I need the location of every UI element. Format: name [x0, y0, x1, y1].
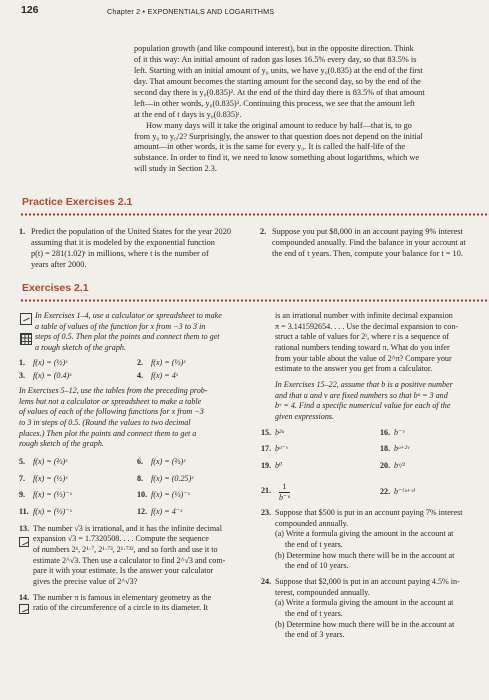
instruction-line: of values of each of the following functions for x from −3 [19, 407, 204, 417]
exercise-number: 16. [380, 427, 391, 437]
exercise-number: 9. [19, 490, 26, 500]
exercise-line: p(t) = 281(1.02)ᵗ in millions, where t is the number of [31, 248, 209, 258]
exercise-row [19, 507, 255, 518]
section-divider [20, 212, 489, 217]
exercise-number: 6. [137, 457, 144, 467]
exercise-formula: b⁰ [275, 461, 283, 471]
page-number: 126 [21, 4, 39, 16]
exercise-number: 15. [261, 427, 272, 437]
exercise-formula: f(x) = (0.4)ˣ [33, 371, 72, 381]
exercise-formula: f(x) = (⅓)ˣ [151, 357, 186, 367]
exercise-23 [261, 508, 489, 572]
exercise-row [19, 490, 255, 501]
exercise-line: terest, compounded annually. [275, 587, 370, 597]
exercise-number: 17. [261, 444, 272, 454]
exercise-number: 14. [19, 592, 30, 602]
exercise-formula: f(x) = (½)ˣ [33, 473, 68, 483]
exercise-number: 4. [137, 371, 144, 381]
exercise-line: the end of 10 years. [285, 561, 349, 571]
exercises-right-column [261, 311, 489, 641]
instruction-line: places.) Then plot the points and connect them to get a [19, 428, 197, 438]
exercise-line: years after 2000. [31, 259, 87, 269]
exercise-line: (a) Write a formula giving the amount in the account at [275, 598, 454, 608]
exercise-row [19, 358, 255, 369]
page-header [21, 4, 489, 18]
exercise-formula: f(x) = (0.25)ˣ [151, 473, 194, 483]
exercise-row [261, 461, 489, 472]
exercise-number: 18. [380, 444, 391, 454]
instruction-line: given expressions. [275, 412, 335, 422]
exercise-row [261, 428, 489, 439]
instruction-line: a rough sketch of the graph. [35, 343, 126, 353]
exercise-formula: f(x) = (⅔)ˣ [151, 457, 186, 467]
intro-line: How many days will it take the original amount to reduce by half—that is, to go [146, 120, 412, 130]
exercise-formula: f(x) = (⅓)⁻ˣ [151, 490, 190, 500]
exercise-formula: b²ᵘ [275, 427, 284, 437]
exercise-line: from your table about the value of 2^π? Compare your [275, 353, 452, 363]
instruction-line: rough sketch of the graph. [19, 439, 104, 449]
exercise-number: 1. [19, 227, 26, 236]
exercise-line: the end of t years. Then, compute your balance for t = 10. [272, 248, 463, 258]
exercise-formula: f(x) = (⅓)⁻ˣ [33, 507, 72, 517]
exercise-line: π = 3.141592654. . . . Use the decimal expansion to con- [275, 321, 459, 331]
exercise-line: of numbers 2¹, 2¹·⁷, 2¹·⁷³, 2¹·⁷³², and so forth and use it to [33, 545, 218, 555]
pencil-graph-icon [19, 604, 29, 614]
exercise-line: Predict the population of the United States for the year 2020 [31, 227, 231, 236]
instruction-line: lems but not a calculator or spreadsheet to make a table [19, 396, 202, 406]
exercise-line: estimate to the answer you get from a calculator. [275, 364, 433, 374]
running-head: Chapter 2 • EXPONENTIALS AND LOGARITHMS [107, 7, 275, 16]
exercise-24 [261, 577, 489, 641]
exercise-formula: f(x) = 4ˣ [151, 371, 179, 381]
exercise-number: 10. [137, 490, 148, 500]
exercise-formula: f(x) = (⅓)⁻ˣ [33, 490, 72, 500]
exercise-formula: f(x) = (½)ˣ [33, 357, 68, 367]
intro-line: left—in other words, y₀(0.835)³. Continuing this process, we see that the amount left [134, 98, 415, 108]
exercise-number: 22. [380, 486, 391, 496]
exercise-formula: bᵛ/² [394, 461, 405, 471]
instruction-line: steps of 0.5. Then plot the points and connect them to get [35, 332, 220, 342]
exercise-number: 11. [19, 507, 29, 517]
exercise-formula: b⁻ᵛ [394, 427, 405, 437]
exercise-row [261, 444, 489, 455]
exercise-line: Suppose you put $8,000 in an account paying 9% interest [272, 227, 463, 236]
exercise-line: struct a table of values for 2ʳ, where r is a sequence of [275, 332, 450, 342]
exercise-line: The number √3 is irrational, and it has the infinite decimal [33, 523, 222, 533]
intro-line: substance. In order to find it, we need to know something about logarithms, which we [134, 153, 420, 163]
intro-line: amount—in other words, it is the same for every y₀. It is called the half-life of the [134, 142, 406, 152]
exercise-line: Suppose that $2,000 is put in an account paying 4.5% in- [275, 577, 460, 587]
intro-line: from y₀ to y₀/2? Surprisingly, the answer to that question does not depend on the initial [134, 131, 423, 141]
exercise-line: the end of 3 years. [285, 630, 345, 640]
exercise-number: 1. [19, 357, 26, 367]
practice-exercise-2 [260, 227, 489, 260]
exercise-row [261, 478, 489, 504]
instruction-line: In Exercises 1–4, use a calculator or spreadsheet to make [35, 311, 222, 320]
exercise-number: 8. [137, 473, 144, 483]
exercise-number: 5. [19, 457, 26, 467]
exercises-section-title: Exercises 2.1 [22, 282, 89, 294]
exercise-number: 21. [261, 485, 272, 495]
exercise-line: the end of t years. [285, 540, 343, 550]
instruction-line: In Exercises 15–22, assume that b is a positive number [275, 380, 453, 390]
exercise-line: gives the precise value of 2^√3? [33, 577, 138, 587]
exercise-line: expansion √3 = 1.7320508. . . . Compute the sequence [33, 534, 209, 544]
exercise-number: 20. [380, 461, 391, 471]
intro-line: day. That amount becomes the starting amount for the second day, so by the end of the [134, 76, 421, 86]
exercise-number: 12. [137, 507, 148, 517]
exercise-line: rational numbers tending toward π. What do you infer [275, 343, 450, 353]
fraction [279, 482, 290, 504]
instruction-line: bᵛ = 4. Find a specific numerical value for each of the [275, 401, 451, 411]
exercise-number: 2. [137, 357, 144, 367]
intro-line: of it this way: An initial amount of radon gas loses 16.5% every day, so that 83.5% is [134, 54, 417, 64]
exercise-row [19, 457, 255, 468]
exercise-formula: bᵘ⁺²ᵛ [394, 444, 410, 454]
exercise-13 [19, 524, 255, 588]
exercise-line: Suppose that $500 is put in an account paying 7% interest [275, 508, 463, 518]
intro-line: second day there is y₀(0.835)². At the end of the third day there is 83.5% of that amount [134, 87, 425, 97]
exercise-line: compounded annually. [275, 518, 349, 528]
exercise-formula: bᵘ⁻ᵛ [275, 444, 288, 454]
practice-section-title: Practice Exercises 2.1 [22, 196, 133, 208]
exercise-14 [19, 593, 255, 614]
exercise-number: 2. [260, 227, 267, 236]
pencil-graph-icon [19, 537, 29, 547]
exercise-line: (b) Determine how much there will be in the account at [275, 550, 455, 560]
exercise-number: 13. [19, 523, 30, 533]
exercise-formula: f(x) = 4⁻ˣ [151, 507, 183, 517]
exercise-number: 24. [261, 577, 272, 587]
section-divider [20, 298, 489, 303]
exercise-line: assuming that it is modeled by the exponential function [31, 237, 215, 247]
instruction-line: and that u and v are fixed numbers so that bᵘ = 3 and [275, 390, 448, 400]
fraction-denominator: b⁻ᵘ [279, 493, 290, 503]
intro-line: at the end of t days is y₀(0.835)ᵗ. [134, 109, 242, 119]
exercise-line: ratio of the circumference of a circle to its diameter. It [33, 603, 209, 613]
exercise-line: estimate 2^√3. Then use a calculator to find 2^√3 and com- [33, 555, 226, 565]
exercise-line: (b) Determine how much there will be in the account at [275, 619, 455, 629]
intro-line: left. Starting with an initial amount of y₀ units, we have y₀(0.835) at the end of the first [134, 65, 423, 75]
instruction-line: a table of values of the function for x from −3 to 3 in [35, 321, 206, 331]
exercise-row [19, 371, 255, 382]
instruction-line: to 3 in steps of 0.5. (Round the values to two decimal [19, 418, 191, 428]
practice-exercise-1 [19, 227, 255, 271]
exercise-line: The number π is famous in elementary geometry as the [33, 592, 212, 602]
instruction-line: In Exercises 5–12, use the tables from the preceding prob- [19, 386, 208, 396]
exercise-line: (a) Write a formula giving the amount in the account at [275, 529, 454, 539]
exercise-line: pare it with your estimate. Is the answer your calculator [33, 566, 214, 576]
spreadsheet-icon [20, 333, 32, 345]
intro-line: population growth (and like compound interest), but in the opposite direction. Think [134, 44, 414, 53]
exercises-left-column [19, 311, 255, 614]
exercise-line: the end of t years. [285, 609, 343, 619]
exercise-line: compounded annually. Find the balance in your account at [272, 237, 466, 247]
exercise-row [19, 474, 255, 485]
exercise-number: 3. [19, 371, 26, 381]
pencil-graph-icon [20, 313, 32, 325]
fraction-numerator: 1 [279, 482, 290, 494]
exercise-formula: f(x) = (⅔)ˣ [33, 457, 68, 467]
intro-text [134, 44, 489, 175]
intro-line: will study in Section 2.3. [134, 164, 217, 174]
exercise-number: 7. [19, 473, 26, 483]
exercise-number: 23. [261, 508, 272, 518]
exercise-formula: b⁻⁽ᵘ⁺ᵛ⁾ [394, 486, 416, 496]
exercise-number: 19. [261, 461, 272, 471]
exercise-line: is an irrational number with infinite decimal expansion [275, 311, 453, 320]
